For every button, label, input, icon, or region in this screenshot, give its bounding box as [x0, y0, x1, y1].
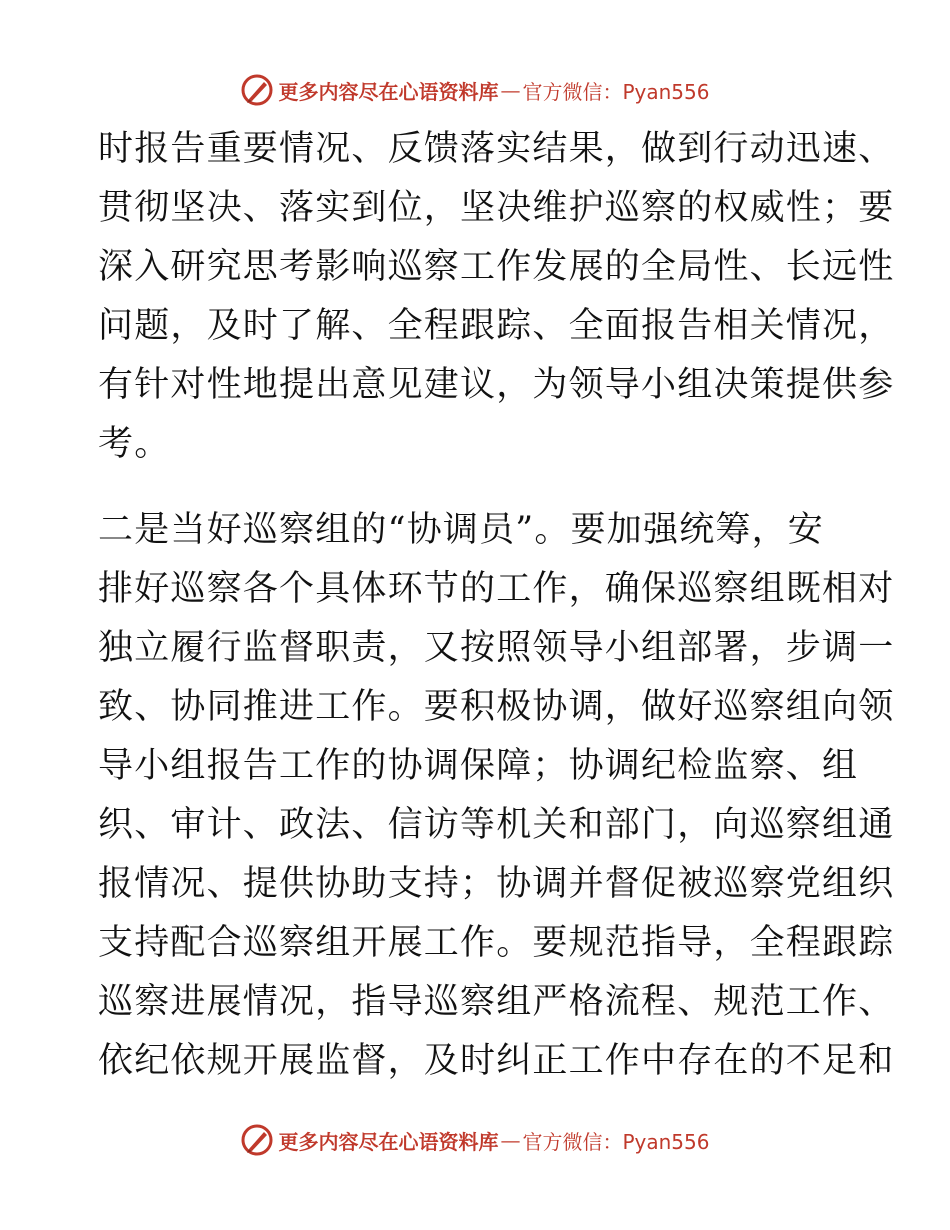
paragraph-gap [98, 474, 850, 501]
pen-logo-icon [240, 1123, 274, 1157]
banner-brand: 更多内容尽在心语资料库 [278, 79, 499, 104]
header-banner [0, 70, 950, 110]
document-body [98, 120, 895, 1091]
text-line: 考。 [98, 424, 171, 464]
text-line: 有针对性地提出意见建议，为领导小组决策提供参 [98, 365, 895, 405]
text-line: 织、审计、政法、信访等机关和部门，向巡察组通 [98, 805, 895, 845]
text-line: 巡察进展情况，指导巡察组严格流程、规范工作、 [98, 982, 895, 1022]
text-line: 支持配合巡察组开展工作。要规范指导，全程跟踪 [98, 923, 895, 963]
text-line: 导小组报告工作的协调保障；协调纪检监察、组 [98, 746, 859, 786]
text-line: 依纪依规开展监督，及时纠正工作中存在的不足和 [98, 1041, 895, 1081]
text-line: 时报告重要情况、反馈落实结果，做到行动迅速、 [98, 129, 895, 169]
pen-logo-icon [240, 73, 274, 107]
text-line: 问题，及时了解、全程跟踪、全面报告相关情况， [98, 306, 895, 346]
text-line: 排好巡察各个具体环节的工作，确保巡察组既相对 [98, 569, 895, 609]
banner-separator: — [500, 1128, 521, 1152]
banner-separator: — [500, 78, 521, 102]
paragraph-1 [98, 120, 895, 474]
footer-banner [0, 1120, 950, 1160]
text-line: 独立履行监督职责，又按照领导小组部署，步调一 [98, 628, 895, 668]
text-line: 二是当好巡察组的“协调员”。要加强统筹，安 [98, 510, 824, 550]
text-line: 深入研究思考影响巡察工作发展的全局性、长远性 [98, 247, 895, 287]
text-line: 致、协同推进工作。要积极协调，做好巡察组向领 [98, 687, 895, 727]
banner-wechat: 官方微信：Pyan556 [522, 1129, 710, 1154]
text-line: 报情况、提供协助支持；协调并督促被巡察党组织 [98, 864, 895, 904]
banner-wechat: 官方微信：Pyan556 [522, 79, 710, 104]
text-line: 贯彻坚决、落实到位，坚决维护巡察的权威性；要 [98, 188, 895, 228]
paragraph-2 [98, 501, 895, 1091]
banner-brand: 更多内容尽在心语资料库 [278, 1129, 499, 1154]
